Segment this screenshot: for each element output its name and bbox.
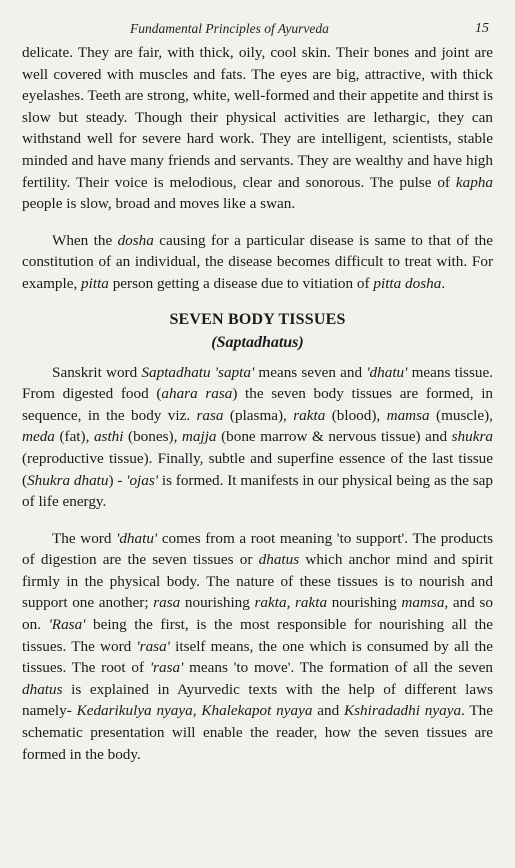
italic-term: 'dhatu' — [366, 363, 408, 381]
running-header — [22, 16, 493, 42]
italic-term: ahara rasa — [161, 385, 233, 403]
italic-term: 'Rasa' — [48, 616, 86, 634]
section-subheading: (Saptadhatus) — [211, 333, 304, 351]
italic-term: 'ojas' — [126, 471, 159, 489]
italic-term: shukra — [451, 428, 493, 446]
italic-term: pitta — [81, 274, 109, 292]
italic-term: kapha — [455, 173, 493, 191]
italic-term: mamsa — [401, 594, 445, 612]
italic-term: rakta, rakta — [254, 594, 328, 612]
italic-term: rakta — [293, 406, 326, 424]
italic-term: meda — [22, 428, 55, 446]
paragraph-dhatu-meaning: The word 'dhatu' comes from a root meaning 'to support'. The products of digestion are the seven tissues or dhatus which anchor mind and spirit firmly in the physical body. The nature of these tissues is to nourish and support one another; rasa nourishing rakta, rakta nourishing mamsa, and so on. 'Rasa' being the first, is the most responsible for nourishing all the tissues. The word 'rasa' itself means, the one which is consumed by all the tissues. The root of 'rasa' means 'to move'. The formation of all the seven dhatus is explained in Ayurvedic texts with the help of different laws namely- Kedarikulya nyaya, Khalekapot nyaya and Kshiradadhi nyaya. The schematic presentation will enable the reader, how the seven tissues are formed in the body. — [22, 529, 494, 763]
italic-term: dhatus — [258, 551, 300, 569]
italic-term: 'rasa' — [149, 659, 184, 677]
italic-term: dhatus — [22, 680, 63, 698]
italic-term: rasa — [196, 406, 224, 424]
italic-term: Kedarikulya nyaya, Khalekapot nyaya — [76, 702, 313, 720]
italic-term: mamsa — [386, 406, 430, 424]
paragraph-saptadhatu-definition: Sanskrit word Saptadhatu 'sapta' means seven and 'dhatu' means tissue. From digested food (ahara rasa) the seven body tissues are formed, in sequence, in the body viz. rasa (plasma), rakta (blood), mamsa (muscle), meda (fat), asthi (bones), majja (bone marrow & nervous tissue) and shukra (reproductive tissue). Finally, subtle and superfine essence of the last tissue (Shukra dhatu) - 'ojas' is formed. It manifests in our physical being as the sap of life energy. — [22, 363, 494, 511]
italic-term: Shukra dhatu — [27, 471, 109, 489]
section-heading: SEVEN BODY TISSUES — [169, 310, 346, 328]
paragraph-dosha-disease: When the dosha causing for a particular disease is same to that of the constitution of an individual, the disease becomes difficult to treat with. For example, pitta person getting a disease due to vitiation of pitta dosha. — [22, 231, 493, 292]
italic-term: majja — [181, 428, 217, 446]
italic-term: asthi — [93, 428, 124, 446]
italic-term: Kshiradadhi nyaya — [344, 702, 462, 720]
paragraph-kapha-description: delicate. They are fair, with thick, oily, cool skin. Their bones and joint are well covered with muscles and fats. The eyes are big, attractive, with thick eyelashes. Teeth are strong, white, well-formed and their appetite and thirst is slow but steady. Though their physical activities are lethargic, they can withstand well for severe hard work. They are intelligent, scientists, stable minded and have many friends and servants. They are wealthy and have high fertility. Their voice is melodious, clear and sonorous. The pulse of kapha people is slow, broad and moves like a swan. — [22, 44, 494, 213]
italic-term: rasa — [153, 594, 181, 612]
italic-term: 'dhatu' — [116, 529, 158, 547]
italic-term: 'rasa' — [136, 637, 170, 655]
italic-term: pitta dosha — [373, 274, 442, 292]
page-number: 15 — [475, 21, 489, 36]
italic-term: dosha — [117, 231, 154, 249]
running-header-title: Fundamental Principles of Ayurveda — [130, 21, 329, 36]
italic-term: Saptadhatu 'sapta' — [141, 363, 255, 381]
